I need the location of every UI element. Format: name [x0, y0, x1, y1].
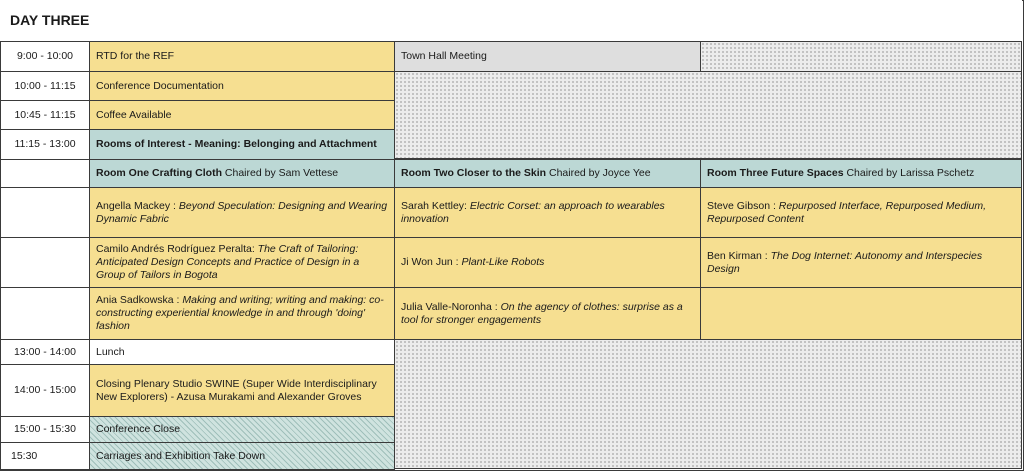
talk-room-three [700, 237, 1022, 288]
event-closing-plenary: Closing Plenary Studio SWINE (Super Wide Interdisciplinary New Explorers) - Azusa Murakami and Alexander Groves [89, 364, 395, 417]
event-conference-close: Conference Close [89, 416, 395, 443]
empty-block-upper [394, 71, 1022, 159]
room-one-header [89, 159, 395, 188]
time-slot-blank [0, 287, 90, 340]
talk-title: Making and writing; writing and making: co-constructing experiential knowledge in and through 'doing' fashion [96, 294, 384, 332]
room-one-chair: Chaired by Sam Vettese [222, 167, 339, 179]
time-slot: 11:15 - 13:00 [0, 129, 90, 160]
talk-speaker: Julia Valle-Noronha : [401, 300, 501, 313]
talk-title: Beyond Speculation: Designing and Wearing Dynamic Fabric [96, 199, 388, 225]
empty-block-lower [394, 339, 1022, 469]
talk-speaker: Sarah Kettley: [401, 199, 470, 212]
time-slot-blank [0, 187, 90, 238]
talk-room-three [700, 187, 1022, 238]
event-coffee: Coffee Available [89, 100, 395, 130]
talk-room-one [89, 187, 395, 238]
time-slot-blank [0, 159, 90, 188]
room-three-header [700, 159, 1022, 188]
day-header [0, 0, 1022, 42]
talk-title: On the agency of clothes: surprise as a tool for stronger engagements [401, 300, 683, 326]
event-lunch: Lunch [89, 339, 395, 365]
talk-title: Repurposed Interface, Repurposed Medium, Repurposed Content [707, 199, 986, 225]
time-slot: 13:00 - 14:00 [0, 339, 90, 365]
talk-room-two [394, 187, 701, 238]
room-three-chair: Chaired by Larissa Pschetz [843, 167, 975, 179]
room-two-header [394, 159, 701, 188]
talk-room-two [394, 287, 701, 340]
talk-speaker: Ania Sadkowska : [96, 294, 183, 306]
talk-room-two [394, 237, 701, 288]
talk-room-three-empty [700, 287, 1022, 340]
room-one-name: Room One Crafting Cloth [96, 167, 222, 179]
talk-title: Plant-Like Robots [461, 256, 545, 268]
room-three-name: Room Three Future Spaces [707, 167, 844, 179]
time-slot: 10:00 - 11:15 [0, 71, 90, 101]
talk-speaker: Steve Gibson : [707, 199, 779, 212]
talk-title: The Craft of Tailoring: Anticipated Design Concepts and Practice of Design in a Group of Tailors in Bogota [96, 243, 360, 281]
empty-block-top-right [700, 41, 1022, 72]
event-conference-documentation: Conference Documentation [89, 71, 395, 101]
room-two-chair: Chaired by Joyce Yee [546, 167, 651, 179]
time-slot: 9:00 - 10:00 [0, 41, 90, 72]
talk-speaker: Camilo Andrés Rodríguez Peralta: [96, 243, 258, 255]
day-title: DAY THREE [10, 12, 90, 28]
talk-title: Electric Corset: an approach to wearables innovation [401, 199, 665, 225]
talk-title: The Dog Internet: Autonomy and Interspecies Design [707, 249, 983, 275]
time-slot: 15:30 [0, 442, 90, 470]
event-town-hall: Town Hall Meeting [394, 41, 701, 72]
time-slot-blank [0, 237, 90, 288]
room-two-name: Room Two Closer to the Skin [401, 167, 547, 179]
event-rooms-of-interest: Rooms of Interest - Meaning: Belonging and Attachment [89, 129, 395, 160]
talk-room-one [89, 287, 395, 340]
talk-speaker: Ben Kirman : [707, 249, 771, 262]
talk-speaker: Angella Mackey : [96, 199, 179, 212]
time-slot: 10:45 - 11:15 [0, 100, 90, 130]
event-carriages: Carriages and Exhibition Take Down [89, 442, 395, 470]
talk-room-one [89, 237, 395, 288]
time-slot: 14:00 - 15:00 [0, 364, 90, 417]
time-slot: 15:00 - 15:30 [0, 416, 90, 443]
talk-speaker: Ji Won Jun : [401, 256, 462, 268]
event-rtd: RTD for the REF [89, 41, 395, 72]
